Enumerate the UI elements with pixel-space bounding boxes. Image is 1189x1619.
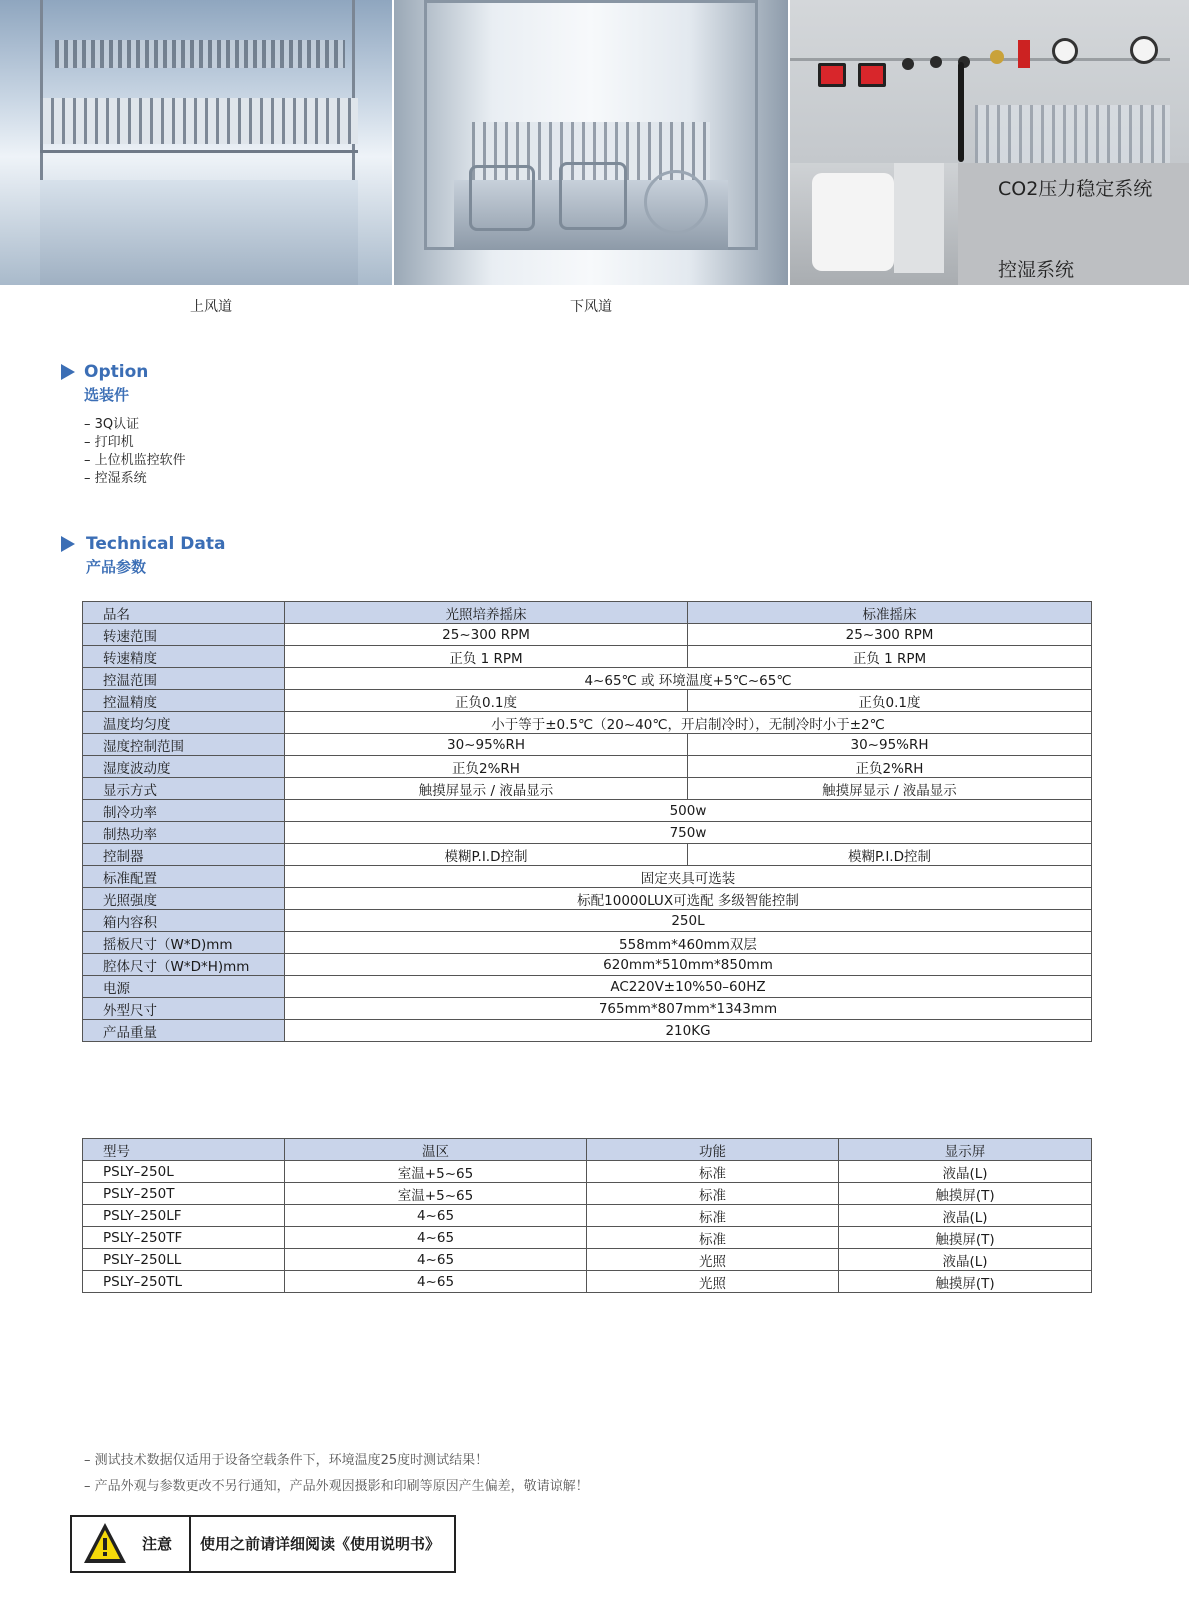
model-row — [83, 1249, 1092, 1271]
spec-row — [83, 998, 1092, 1020]
co2-system-label: CO2压力稳定系统 — [998, 178, 1153, 200]
spec-row-value: 250L — [285, 910, 1092, 932]
function-cell: 标准 — [587, 1161, 839, 1183]
option-title-en: Option — [84, 362, 149, 382]
warning-triangle-icon — [82, 1521, 128, 1565]
spec-row-value: 765mm*807mm*1343mm — [285, 998, 1092, 1020]
spec-row-standard-value: 触摸屏显示 / 液晶显示 — [688, 778, 1092, 800]
spec-header-name: 品名 — [83, 602, 285, 624]
spec-row-value: 固定夹具可选装 — [285, 866, 1092, 888]
spec-row-name: 制热功率 — [83, 822, 285, 844]
model-row — [83, 1271, 1092, 1293]
model-row — [83, 1227, 1092, 1249]
spec-row — [83, 624, 1092, 646]
model-cell: PSLY–250TL — [83, 1271, 285, 1293]
display-cell: 液晶(L) — [839, 1161, 1092, 1183]
spec-row-light-value: 触摸屏显示 / 液晶显示 — [285, 778, 688, 800]
option-item: – 打印机 — [84, 435, 134, 450]
warning-label: 注意 — [142, 1535, 173, 1553]
spec-row-name: 控温精度 — [83, 690, 285, 712]
spec-row — [83, 822, 1092, 844]
spec-row-light-value: 模糊P.I.D控制 — [285, 844, 688, 866]
function-cell: 标准 — [587, 1205, 839, 1227]
option-item: – 控湿系统 — [84, 471, 147, 486]
option-item: – 3Q认证 — [84, 417, 140, 432]
spec-row-name: 电源 — [83, 976, 285, 998]
spec-row-standard-value: 正负0.1度 — [688, 690, 1092, 712]
spec-row-light-value: 正负0.1度 — [285, 690, 688, 712]
spec-row-standard-value: 30~95%RH — [688, 734, 1092, 756]
spec-row-name: 控温范围 — [83, 668, 285, 690]
spec-row — [83, 712, 1092, 734]
spec-row-name: 箱内容积 — [83, 910, 285, 932]
spec-row-name: 温度均匀度 — [83, 712, 285, 734]
spec-row — [83, 976, 1092, 998]
spec-row-value: 500w — [285, 800, 1092, 822]
spec-row-standard-value: 模糊P.I.D控制 — [688, 844, 1092, 866]
temp-zone-cell: 室温+5~65 — [285, 1183, 587, 1205]
display-cell: 液晶(L) — [839, 1205, 1092, 1227]
note-line: – 产品外观与参数更改不另行通知，产品外观因摄影和印刷等原因产生偏差，敬请谅解！ — [84, 1479, 589, 1494]
technical-title-en: Technical Data — [86, 534, 226, 554]
spec-row-name: 湿度控制范围 — [83, 734, 285, 756]
lower-duct-caption: 下风道 — [570, 299, 612, 315]
model-table-header — [83, 1139, 1092, 1161]
spec-row-name: 腔体尺寸（W*D*H)mm — [83, 954, 285, 976]
spec-row — [83, 734, 1092, 756]
spec-row-name: 湿度波动度 — [83, 756, 285, 778]
spec-row — [83, 668, 1092, 690]
spec-row-value: 小于等于±0.5℃（20~40℃，开启制冷时），无制冷时小于±2℃ — [285, 712, 1092, 734]
temp-zone-cell: 室温+5~65 — [285, 1161, 587, 1183]
model-cell: PSLY–250T — [83, 1183, 285, 1205]
spec-row — [83, 844, 1092, 866]
spec-row — [83, 756, 1092, 778]
model-cell: PSLY–250TF — [83, 1227, 285, 1249]
function-cell: 光照 — [587, 1249, 839, 1271]
warning-text: 使用之前请详细阅读《使用说明书》 — [200, 1535, 441, 1553]
function-cell: 标准 — [587, 1227, 839, 1249]
model-row — [83, 1205, 1092, 1227]
spec-row-standard-value: 25~300 RPM — [688, 624, 1092, 646]
spec-header-standard: 标准摇床 — [688, 602, 1092, 624]
temp-zone-cell: 4~65 — [285, 1271, 587, 1293]
humidity-system-label: 控湿系统 — [998, 259, 1075, 281]
option-title-cn: 选装件 — [84, 386, 130, 404]
spec-row-value: AC220V±10%50–60HZ — [285, 976, 1092, 998]
spec-row-value: 210KG — [285, 1020, 1092, 1042]
technical-arrow-icon — [61, 536, 75, 552]
spec-row-light-value: 正负2%RH — [285, 756, 688, 778]
spec-row — [83, 800, 1092, 822]
display-cell: 触摸屏(T) — [839, 1183, 1092, 1205]
spec-row-standard-value: 正负2%RH — [688, 756, 1092, 778]
option-arrow-icon — [61, 364, 75, 380]
option-list — [84, 416, 186, 488]
model-row — [83, 1183, 1092, 1205]
model-header-display: 显示屏 — [839, 1139, 1092, 1161]
function-cell: 标准 — [587, 1183, 839, 1205]
model-cell: PSLY–250L — [83, 1161, 285, 1183]
spec-row — [83, 778, 1092, 800]
spec-row-value: 4~65℃ 或 环境温度+5℃~65℃ — [285, 668, 1092, 690]
spec-row-value: 750w — [285, 822, 1092, 844]
spec-row-standard-value: 正负 1 RPM — [688, 646, 1092, 668]
spec-row-light-value: 25~300 RPM — [285, 624, 688, 646]
spec-row-name: 显示方式 — [83, 778, 285, 800]
spec-row-name: 转速精度 — [83, 646, 285, 668]
display-cell: 液晶(L) — [839, 1249, 1092, 1271]
spec-row-name: 标准配置 — [83, 866, 285, 888]
model-header-model: 型号 — [83, 1139, 285, 1161]
spec-row-name: 转速范围 — [83, 624, 285, 646]
model-table — [82, 1138, 1092, 1293]
option-item: – 上位机监控软件 — [84, 453, 186, 468]
spec-row-name: 制冷功率 — [83, 800, 285, 822]
control-panel-photo — [790, 0, 1189, 163]
spec-row-value: 558mm*460mm双层 — [285, 932, 1092, 954]
spec-row-name: 光照强度 — [83, 888, 285, 910]
temp-zone-cell: 4~65 — [285, 1249, 587, 1271]
lower-air-duct-photo — [394, 0, 788, 285]
warning-label-cell — [72, 1517, 191, 1571]
spec-header-light: 光照培养摇床 — [285, 602, 688, 624]
model-cell: PSLY–250LF — [83, 1205, 285, 1227]
spec-table-header — [83, 602, 1092, 624]
spec-row — [83, 690, 1092, 712]
spec-row-light-value: 30~95%RH — [285, 734, 688, 756]
model-row — [83, 1161, 1092, 1183]
spec-row-name: 控制器 — [83, 844, 285, 866]
display-cell: 触摸屏(T) — [839, 1271, 1092, 1293]
temp-zone-cell: 4~65 — [285, 1205, 587, 1227]
spec-row-name: 外型尺寸 — [83, 998, 285, 1020]
model-header-temp: 温区 — [285, 1139, 587, 1161]
spec-row — [83, 954, 1092, 976]
spec-row — [83, 646, 1092, 668]
display-cell: 触摸屏(T) — [839, 1227, 1092, 1249]
upper-air-duct-photo — [0, 0, 392, 285]
spec-row-name: 摇板尺寸（W*D)mm — [83, 932, 285, 954]
spec-row-value: 标配10000LUX可选配 多级智能控制 — [285, 888, 1092, 910]
warning-box — [70, 1515, 456, 1573]
upper-duct-caption: 上风道 — [190, 299, 232, 315]
technical-title-cn: 产品参数 — [86, 558, 147, 576]
spec-table — [82, 601, 1092, 1042]
spec-row — [83, 1020, 1092, 1042]
spec-row-light-value: 正负 1 RPM — [285, 646, 688, 668]
function-cell: 光照 — [587, 1271, 839, 1293]
spec-row — [83, 932, 1092, 954]
spec-row — [83, 888, 1092, 910]
spec-row — [83, 910, 1092, 932]
spec-row — [83, 866, 1092, 888]
temp-zone-cell: 4~65 — [285, 1227, 587, 1249]
model-header-function: 功能 — [587, 1139, 839, 1161]
note-line: – 测试技术数据仅适用于设备空载条件下，环境温度25度时测试结果！ — [84, 1453, 489, 1468]
model-cell: PSLY–250LL — [83, 1249, 285, 1271]
spec-row-value: 620mm*510mm*850mm — [285, 954, 1092, 976]
spec-row-name: 产品重量 — [83, 1020, 285, 1042]
